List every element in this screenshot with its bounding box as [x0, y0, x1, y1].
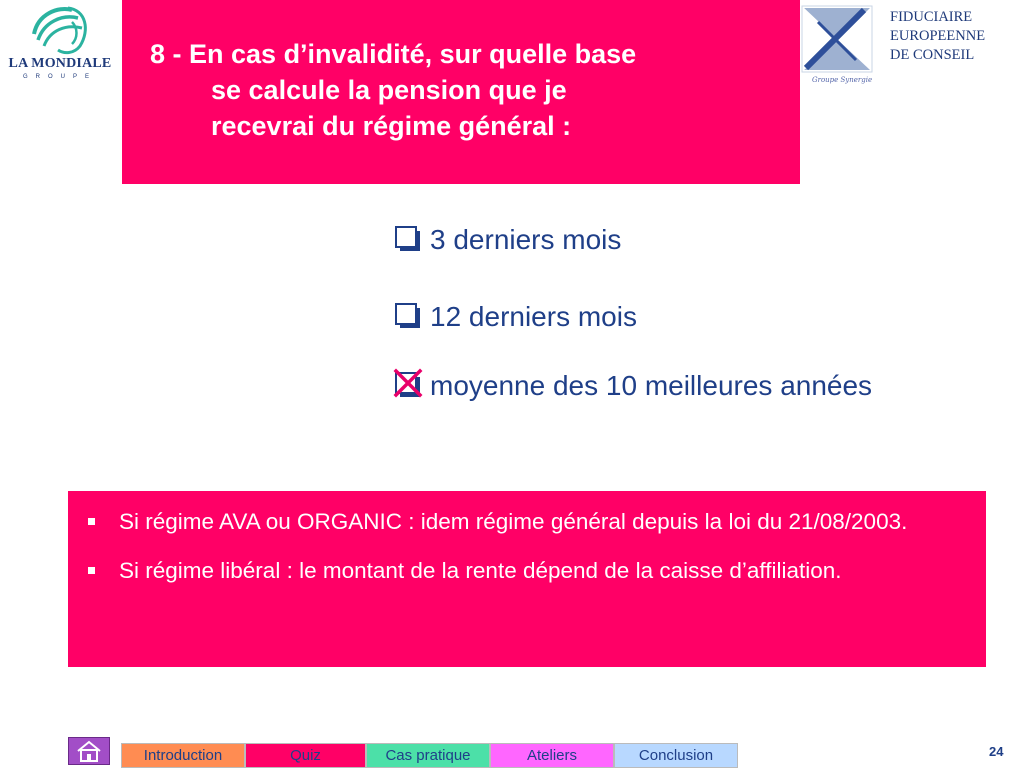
option-label: 3 derniers mois [430, 224, 622, 255]
checkbox-icon[interactable] [394, 302, 420, 332]
home-button[interactable] [68, 737, 110, 765]
la-mondiale-group-text: GROUPE [22, 74, 97, 80]
la-mondiale-logo [6, 4, 114, 90]
fiduciaire-line-2: EUROPEENNE [890, 28, 986, 44]
option-moyenne-10-meilleures-annees[interactable] [394, 366, 872, 406]
la-mondiale-emblem-icon [28, 4, 92, 56]
option-label: 12 derniers mois [430, 301, 637, 332]
nav-tab-cas-pratique[interactable]: Cas pratique [366, 743, 490, 768]
title-line-2: se calcule la pension que je [211, 75, 567, 105]
option-12-derniers-mois[interactable] [394, 297, 637, 337]
note-item [76, 506, 976, 537]
title-line-1: 8 - En cas d’invalidité, sur quelle base [150, 39, 637, 69]
nav-tab-introduction[interactable]: Introduction [121, 743, 245, 768]
nav-tab-conclusion[interactable]: Conclusion [614, 743, 738, 768]
nav-tab-quiz[interactable]: Quiz [245, 743, 366, 768]
cross-mark-icon [392, 367, 426, 401]
nav-tab-ateliers[interactable]: Ateliers [490, 743, 614, 768]
section-nav [121, 743, 738, 768]
square-bullet-icon [88, 518, 95, 525]
note-item [76, 555, 976, 586]
title-line-3: recevrai du régime général : [211, 111, 572, 141]
slide-title [150, 36, 790, 144]
fiduciaire-logo [798, 2, 878, 92]
fiduciaire-line-1: FIDUCIAIRE [890, 9, 973, 25]
fiduciaire-name [890, 8, 1024, 65]
notes-list [76, 506, 976, 604]
option-3-derniers-mois[interactable] [394, 220, 621, 260]
signature-text: Groupe Synergie [812, 76, 873, 84]
note-text: Si régime libéral : le montant de la rente dépend de la caisse d’affiliation. [119, 558, 842, 583]
page-number: 24 [989, 744, 1004, 759]
checkbox-icon[interactable] [394, 225, 420, 255]
option-label: moyenne des 10 meilleures années [430, 370, 873, 401]
home-icon [69, 738, 109, 764]
fiduciaire-line-3: DE CONSEIL [890, 47, 975, 63]
checked-checkbox-icon[interactable] [394, 371, 420, 401]
la-mondiale-brand-text: LA MONDIALE [8, 56, 112, 71]
fiduciaire-emblem-icon [798, 2, 878, 76]
note-text: Si régime AVA ou ORGANIC : idem régime général depuis la loi du 21/08/2003. [119, 509, 908, 534]
square-bullet-icon [88, 567, 95, 574]
